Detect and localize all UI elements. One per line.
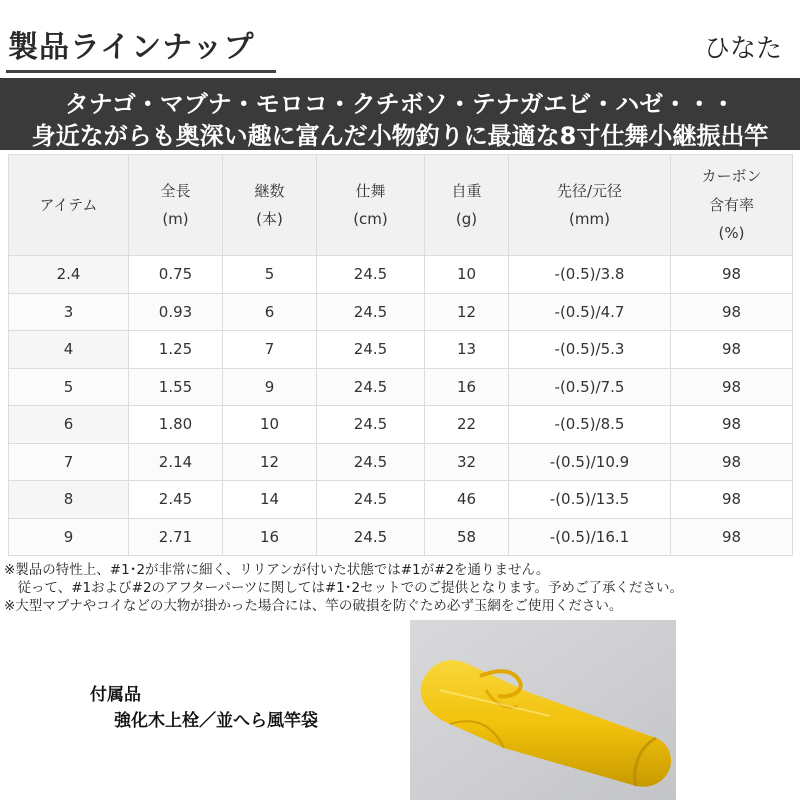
table-cell: -(0.5)/13.5 [509, 481, 671, 519]
column-header-line: (mm) [569, 210, 610, 228]
table-cell: 24.5 [317, 256, 425, 294]
table-row [9, 406, 793, 444]
table-cell: 16 [425, 368, 509, 406]
table-cell: 8 [9, 481, 129, 519]
table-cell: 98 [671, 406, 793, 444]
table-cell: 10 [425, 256, 509, 294]
banner-target-fish: タナゴ・マブナ・モロコ・クチボソ・テナガエビ・ハゼ・・・ [64, 90, 736, 118]
table-cell: 6 [9, 406, 129, 444]
column-header-line: 自重 [451, 181, 482, 200]
table-cell: -(0.5)/16.1 [509, 518, 671, 556]
table-cell: -(0.5)/7.5 [509, 368, 671, 406]
table-cell: 5 [223, 256, 317, 294]
table-cell: 24.5 [317, 331, 425, 369]
table-cell: 3 [9, 293, 129, 331]
table-cell: 1.55 [129, 368, 223, 406]
table-cell: 10 [223, 406, 317, 444]
table-cell: 1.25 [129, 331, 223, 369]
table-cell: 6 [223, 293, 317, 331]
column-header-line: (本) [256, 210, 283, 228]
table-row [9, 443, 793, 481]
table-row [9, 293, 793, 331]
table-cell: 46 [425, 481, 509, 519]
table-cell: 9 [223, 368, 317, 406]
column-header-line: カーボン [701, 167, 762, 186]
table-cell: 2.4 [9, 256, 129, 294]
table-cell: -(0.5)/5.3 [509, 331, 671, 369]
table-cell: 0.75 [129, 256, 223, 294]
column-header-line: 含有率 [708, 195, 754, 214]
table-cell: 4 [9, 331, 129, 369]
spec-table-body [9, 256, 793, 556]
table-cell: 32 [425, 443, 509, 481]
column-header [129, 155, 223, 256]
column-header-line: (cm) [353, 210, 388, 228]
table-cell: 24.5 [317, 443, 425, 481]
accessories-title: 付属品 [90, 685, 141, 705]
table-cell: 98 [671, 331, 793, 369]
table-cell: 24.5 [317, 293, 425, 331]
table-cell: 22 [425, 406, 509, 444]
table-cell: 24.5 [317, 518, 425, 556]
rod-bag-photo [410, 620, 676, 800]
table-cell: 24.5 [317, 481, 425, 519]
table-cell: 9 [9, 518, 129, 556]
table-cell: -(0.5)/3.8 [509, 256, 671, 294]
column-header-line: (m) [162, 210, 189, 228]
table-cell: 1.80 [129, 406, 223, 444]
title-underline [6, 70, 276, 73]
column-header-line: アイテム [39, 195, 98, 214]
table-cell: 98 [671, 443, 793, 481]
table-cell: 7 [223, 331, 317, 369]
table-cell: 98 [671, 368, 793, 406]
notes [4, 561, 683, 615]
table-row [9, 368, 793, 406]
column-header-line: 継数 [254, 181, 285, 200]
table-cell: -(0.5)/10.9 [509, 443, 671, 481]
table-cell: 5 [9, 368, 129, 406]
table-cell: 98 [671, 518, 793, 556]
column-header [317, 155, 425, 256]
column-header-line: (%) [718, 224, 745, 243]
column-header [671, 155, 793, 256]
table-row [9, 481, 793, 519]
table-cell: 14 [223, 481, 317, 519]
column-header-line: 全長 [160, 181, 191, 200]
column-header [9, 155, 129, 256]
table-cell: 98 [671, 256, 793, 294]
catchphrase-banner [0, 78, 800, 150]
spec-table-header [9, 155, 793, 256]
table-cell: 98 [671, 481, 793, 519]
column-header [223, 155, 317, 256]
note-line: ※製品の特性上、#1･2が非常に細く、リリアンが付いた状態では#1が#2を通りません。 [4, 562, 550, 578]
note-line: 従って、#1および#2のアフターパーツに関しては#1･2セットでのご提供となります。予めご了承ください。 [4, 580, 684, 596]
table-cell: 12 [425, 293, 509, 331]
column-header-line: 先径/元径 [556, 181, 623, 200]
series-name: ひなた [703, 34, 782, 64]
table-cell: 0.93 [129, 293, 223, 331]
table-cell: 24.5 [317, 368, 425, 406]
table-row [9, 331, 793, 369]
column-header [509, 155, 671, 256]
table-cell: -(0.5)/8.5 [509, 406, 671, 444]
column-header-line: (g) [455, 210, 478, 228]
accessories-item: 強化木上栓／並へら風竿袋 [114, 711, 318, 731]
table-cell: 7 [9, 443, 129, 481]
spec-table [8, 154, 793, 556]
table-row [9, 256, 793, 294]
table-cell: 13 [425, 331, 509, 369]
title-row [0, 0, 800, 78]
table-cell: 2.71 [129, 518, 223, 556]
table-cell: -(0.5)/4.7 [509, 293, 671, 331]
table-cell: 12 [223, 443, 317, 481]
column-header-line: 仕舞 [355, 181, 386, 200]
table-cell: 16 [223, 518, 317, 556]
table-cell: 98 [671, 293, 793, 331]
column-header [425, 155, 509, 256]
table-cell: 2.45 [129, 481, 223, 519]
table-row [9, 518, 793, 556]
page-title: 製品ラインナップ [8, 30, 255, 65]
table-cell: 24.5 [317, 406, 425, 444]
table-cell: 2.14 [129, 443, 223, 481]
banner-description: 身近ながらも奥深い趣に富んだ小物釣りに最適な8寸仕舞小継振出竿 [31, 122, 769, 150]
table-cell: 58 [425, 518, 509, 556]
note-line: ※大型マブナやコイなどの大物が掛かった場合には、竿の破損を防ぐため必ず玉網をご使用ください。 [4, 598, 623, 614]
